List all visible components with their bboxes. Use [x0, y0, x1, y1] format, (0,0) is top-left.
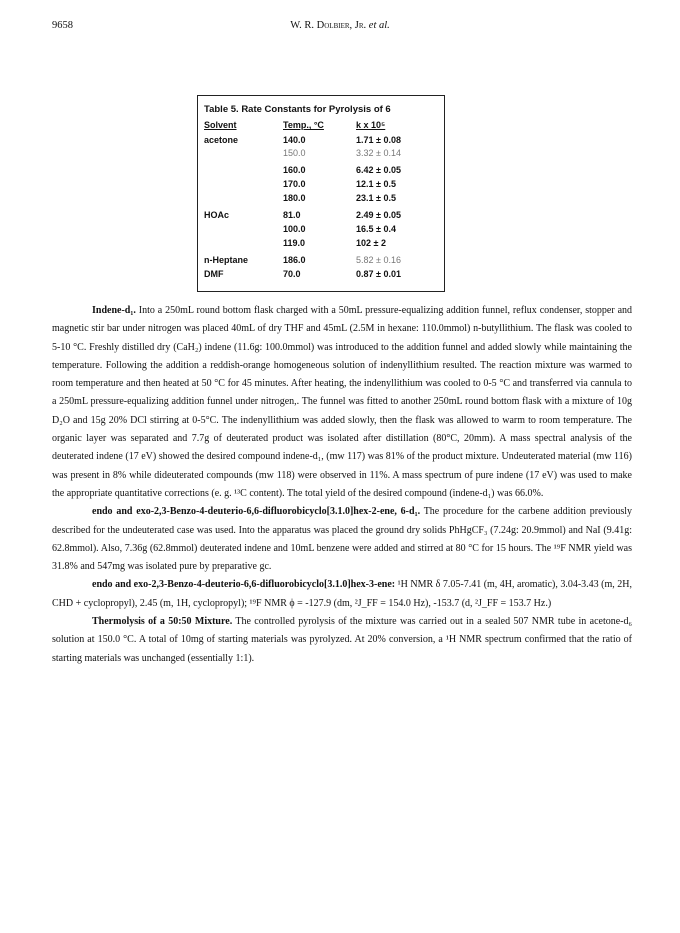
table-cell-solvent: DMF — [204, 269, 224, 279]
table-cell-solvent: acetone — [204, 135, 239, 145]
author-name: W. R. Dolbier, Jr. — [290, 20, 367, 31]
col-header-k: k x 10⁵ — [356, 120, 386, 130]
table-cell-temp: 150.0 — [283, 148, 306, 158]
rate-constants-table — [197, 95, 445, 292]
table-cell-temp: 119.0 — [283, 238, 306, 248]
table-caption-label: Table 5. — [204, 104, 239, 115]
table-cell-k: 6.42 ± 0.05 — [356, 165, 401, 175]
running-head — [0, 20, 680, 31]
col-header-solvent: Solvent — [204, 120, 237, 130]
et-al: et al. — [368, 20, 390, 31]
paragraph-body: ¹H NMR δ 7.05-7.41 (m, 4H, aromatic), 3.04-3.43 (m, 2H, CHD + cyclopropyl), 2.45 (m, 1H, cyclopropyl); ¹⁹F NMR ϕ = -127.9 (dm, ²J_FF = 154.0 Hz), -153.7 (d, ²J_FF = 153.7 Hz.) — [52, 579, 632, 609]
table-cell-temp: 100.0 — [283, 224, 306, 234]
paragraph-thermolysis — [52, 613, 632, 668]
table-cell-temp: 81.0 — [283, 210, 301, 220]
table-cell-k: 0.87 ± 0.01 — [356, 269, 401, 279]
table-cell-k: 3.32 ± 0.14 — [356, 148, 401, 158]
table-cell-temp: 186.0 — [283, 255, 306, 265]
table-cell-solvent: HOAc — [204, 210, 230, 220]
paragraph-body: The procedure for the carbene addition previously described for the undeuterated case was used. Into the apparatus was placed the ground dry solids PhHgCF₃ (7.24g: 20.9mmol) and NaI (9.41g: 62.8mmol). Also, 7.36g (62.8mmol) deuterated indene and 10mL benzene were added and stirred at 80 °C for 15 hours. The ¹⁹F NMR yield was 31.8% and 547mg was isolated pure by preparative gc. — [52, 506, 632, 573]
table-cell-temp: 70.0 — [283, 269, 301, 279]
table-cell-k: 5.82 ± 0.16 — [356, 255, 401, 265]
paragraph-heading: endo and exo-2,3-Benzo-4-deuterio-6,6-difluorobicyclo[3.1.0]hex-2-ene, 6-d₁. — [92, 506, 421, 518]
table-cell-temp: 170.0 — [283, 179, 306, 189]
table-cell-temp: 140.0 — [283, 135, 306, 145]
paragraph-nmr-data — [52, 576, 632, 613]
col-header-temp: Temp., °C — [283, 120, 324, 130]
table-cell-k: 23.1 ± 0.5 — [356, 193, 396, 203]
paragraph-body: The controlled pyrolysis of the mixture was carried out in a sealed 507 NMR tube in acetone-d₆ solution at 150.0 °C. A total of 10mg of starting materials was pyrolyzed. At 20% conversion, a ¹H NMR spectrum confirmed that the ratio of starting materials was unchanged (essentially 1:1). — [52, 616, 632, 664]
table-cell-k: 102 ± 2 — [356, 238, 386, 248]
paragraph-heading: endo and exo-2,3-Benzo-4-deuterio-6,6-difluorobicyclo[3.1.0]hex-3-ene: — [92, 579, 396, 591]
table-cell-solvent: n-Heptane — [204, 255, 249, 265]
table-caption — [204, 104, 391, 115]
paragraph-heading: Thermolysis of a 50:50 Mixture. — [92, 616, 233, 628]
paragraph-heading: Indene-d₁. — [92, 305, 136, 316]
paragraph-carbene-addition — [52, 503, 632, 576]
table-cell-temp: 180.0 — [283, 193, 306, 203]
page-number: 9658 — [52, 20, 73, 31]
table-cell-k: 12.1 ± 0.5 — [356, 179, 396, 189]
page-header — [0, 20, 680, 36]
table-cell-k: 1.71 ± 0.08 — [356, 135, 401, 145]
experimental-text — [52, 302, 632, 668]
paragraph-body: Into a 250mL round bottom flask charged with a 50mL pressure-equalizing addition funnel, reflux condenser, stopper and magnetic stir bar under nitrogen was placed 40mL of dry THF and 45mL (2.5M in hexane: 110.0mmol) n-butyllithium. The flask was cooled to 5-10 °C. Freshly distilled dry (CaH₂) indene (11.6g: 100.0mmol) was introduced to the addition funnel and added slowly while maintaining the temperature. Following the addition a reddish-orange homogeneous solution of indenyllithium resulted. The reaction mixture was warmed to room temperature and then heated at 50 °C for 45 minutes. After heating, the indenyllithium was cooled to 0-5 °C and transferred via cannula to a 250mL pressure-equalizing addition funnel under nitrogen,. The funnel was fitted to another 250mL round bottom flask with a mixture of 10g D₂O and 15g 20% DCl stirring at 0-5°C. The indenyllithium was added slowly, then the flask was allowed to warm to room temperature. The organic layer was separated and 7.7g of deuterated product was isolated after distillation (80°C, 20mm). A mass spectral analysis of the deuterated indene (17 eV) showed the desired compound indene-d₁, (mw 117) was 81% of the product mixture. Undeuterated material (mw 116) was present in 8% while dideuterated compounds (mw 118) were observed in 11%. A mass spectrum of pure indene (17 eV) was used to make the appropriate quantitative corrections (e. g. ¹³C content). The total yield of the desired compound (indene-d₁) was 66.0%. — [52, 305, 633, 499]
table-cell-k: 2.49 ± 0.05 — [356, 210, 401, 220]
table-caption-text: Rate Constants for Pyrolysis of 6 — [241, 104, 391, 115]
table-cell-k: 16.5 ± 0.4 — [356, 224, 396, 234]
table-cell-temp: 160.0 — [283, 165, 306, 175]
paragraph-indene-d1 — [52, 302, 632, 503]
